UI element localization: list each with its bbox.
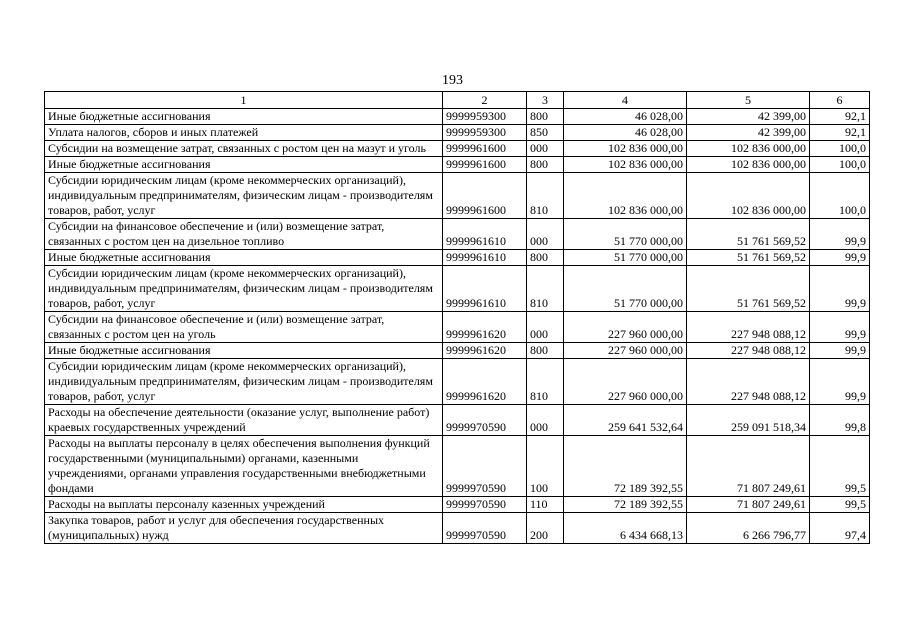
row-actual-cell: 227 948 088,12 — [687, 312, 810, 343]
row-code-cell: 9999961620 — [443, 359, 527, 405]
table-row — [45, 157, 870, 173]
row-name-cell: Субсидии на финансовое обеспечение и (или) возмещение затрат, связанных с ростом цен на уголь — [45, 312, 443, 343]
row-type-cell: 110 — [527, 497, 564, 513]
row-actual-cell: 71 807 249,61 — [687, 436, 810, 497]
column-header-type: 3 — [527, 92, 564, 109]
row-actual-cell: 102 836 000,00 — [687, 141, 810, 157]
row-name-cell: Субсидии на возмещение затрат, связанных с ростом цен на мазут и уголь — [45, 141, 443, 157]
column-header-code: 2 — [443, 92, 527, 109]
row-name-cell: Субсидии юридическим лицам (кроме некоммерческих организаций), индивидуальным предпринимателям, физическим лицам - производителям товаров, работ, услуг — [45, 173, 443, 219]
row-code-cell: 9999961610 — [443, 266, 527, 312]
row-percent-cell: 99,5 — [810, 436, 870, 497]
column-header-actual: 5 — [687, 92, 810, 109]
column-header-name: 1 — [45, 92, 443, 109]
row-percent-cell: 99,9 — [810, 359, 870, 405]
row-code-cell: 9999959300 — [443, 125, 527, 141]
table-row — [45, 359, 870, 405]
row-code-cell: 9999961600 — [443, 141, 527, 157]
table-row — [45, 219, 870, 250]
row-planned-cell: 51 770 000,00 — [564, 266, 687, 312]
row-name-cell: Расходы на выплаты персоналу в целях обеспечения выполнения функций государственными (муниципальными) органами, казенными учреждениями, органами управления государственными внебюджетными фондами — [45, 436, 443, 497]
row-actual-cell: 51 761 569,52 — [687, 219, 810, 250]
row-percent-cell: 99,9 — [810, 266, 870, 312]
table-row — [45, 312, 870, 343]
column-header-percent: 6 — [810, 92, 870, 109]
row-type-cell: 810 — [527, 173, 564, 219]
row-name-cell: Расходы на обеспечение деятельности (оказание услуг, выполнение работ) краевых государственных учреждений — [45, 405, 443, 436]
row-code-cell: 9999961610 — [443, 250, 527, 266]
row-percent-cell: 99,8 — [810, 405, 870, 436]
table-row — [45, 497, 870, 513]
table-row — [45, 436, 870, 497]
row-code-cell: 9999961600 — [443, 157, 527, 173]
row-name-cell: Уплата налогов, сборов и иных платежей — [45, 125, 443, 141]
row-percent-cell: 100,0 — [810, 157, 870, 173]
row-percent-cell: 99,9 — [810, 219, 870, 250]
row-percent-cell: 100,0 — [810, 173, 870, 219]
row-percent-cell: 92,1 — [810, 125, 870, 141]
row-planned-cell: 227 960 000,00 — [564, 343, 687, 359]
row-planned-cell: 51 770 000,00 — [564, 250, 687, 266]
row-planned-cell: 72 189 392,55 — [564, 436, 687, 497]
row-planned-cell: 102 836 000,00 — [564, 173, 687, 219]
row-percent-cell: 97,4 — [810, 513, 870, 544]
row-type-cell: 000 — [527, 141, 564, 157]
row-code-cell: 9999970590 — [443, 513, 527, 544]
row-code-cell: 9999961620 — [443, 312, 527, 343]
row-percent-cell: 99,5 — [810, 497, 870, 513]
row-type-cell: 800 — [527, 157, 564, 173]
row-code-cell: 9999970590 — [443, 405, 527, 436]
row-planned-cell: 227 960 000,00 — [564, 359, 687, 405]
row-percent-cell: 99,9 — [810, 343, 870, 359]
row-name-cell: Иные бюджетные ассигнования — [45, 109, 443, 125]
row-name-cell: Субсидии юридическим лицам (кроме некоммерческих организаций), индивидуальным предпринимателям, физическим лицам - производителям товаров, работ, услуг — [45, 266, 443, 312]
page-number: 193 — [442, 73, 463, 88]
row-planned-cell: 102 836 000,00 — [564, 157, 687, 173]
table-row — [45, 343, 870, 359]
row-actual-cell: 102 836 000,00 — [687, 157, 810, 173]
row-planned-cell: 6 434 668,13 — [564, 513, 687, 544]
row-percent-cell: 92,1 — [810, 109, 870, 125]
table-row — [45, 266, 870, 312]
row-type-cell: 800 — [527, 250, 564, 266]
row-name-cell: Иные бюджетные ассигнования — [45, 250, 443, 266]
row-code-cell: 9999970590 — [443, 497, 527, 513]
row-percent-cell: 100,0 — [810, 141, 870, 157]
table-row — [45, 109, 870, 125]
budget-table — [44, 91, 870, 544]
table-row — [45, 141, 870, 157]
row-name-cell: Расходы на выплаты персоналу казенных учреждений — [45, 497, 443, 513]
header-row — [45, 92, 870, 109]
table-row — [45, 405, 870, 436]
row-type-cell: 810 — [527, 359, 564, 405]
row-type-cell: 100 — [527, 436, 564, 497]
row-name-cell: Субсидии на финансовое обеспечение и (или) возмещение затрат, связанных с ростом цен на дизельное топливо — [45, 219, 443, 250]
table-row — [45, 125, 870, 141]
row-planned-cell: 46 028,00 — [564, 109, 687, 125]
row-code-cell: 9999961600 — [443, 173, 527, 219]
row-type-cell: 800 — [527, 343, 564, 359]
row-type-cell: 200 — [527, 513, 564, 544]
row-actual-cell: 227 948 088,12 — [687, 359, 810, 405]
row-code-cell: 9999961620 — [443, 343, 527, 359]
column-header-planned: 4 — [564, 92, 687, 109]
row-name-cell: Закупка товаров, работ и услуг для обеспечения государственных (муниципальных) нужд — [45, 513, 443, 544]
table-row — [45, 173, 870, 219]
row-planned-cell: 72 189 392,55 — [564, 497, 687, 513]
table-row — [45, 513, 870, 544]
row-actual-cell: 6 266 796,77 — [687, 513, 810, 544]
row-type-cell: 000 — [527, 405, 564, 436]
row-code-cell: 9999959300 — [443, 109, 527, 125]
row-planned-cell: 227 960 000,00 — [564, 312, 687, 343]
row-actual-cell: 227 948 088,12 — [687, 343, 810, 359]
row-name-cell: Субсидии юридическим лицам (кроме некоммерческих организаций), индивидуальным предпринимателям, физическим лицам - производителям товаров, работ, услуг — [45, 359, 443, 405]
row-planned-cell: 259 641 532,64 — [564, 405, 687, 436]
row-actual-cell: 51 761 569,52 — [687, 250, 810, 266]
row-name-cell: Иные бюджетные ассигнования — [45, 343, 443, 359]
row-actual-cell: 259 091 518,34 — [687, 405, 810, 436]
row-percent-cell: 99,9 — [810, 250, 870, 266]
row-planned-cell: 46 028,00 — [564, 125, 687, 141]
row-type-cell: 810 — [527, 266, 564, 312]
row-planned-cell: 51 770 000,00 — [564, 219, 687, 250]
row-actual-cell: 42 399,00 — [687, 109, 810, 125]
row-type-cell: 800 — [527, 109, 564, 125]
row-actual-cell: 71 807 249,61 — [687, 497, 810, 513]
row-type-cell: 850 — [527, 125, 564, 141]
row-actual-cell: 51 761 569,52 — [687, 266, 810, 312]
row-actual-cell: 42 399,00 — [687, 125, 810, 141]
row-type-cell: 000 — [527, 312, 564, 343]
row-code-cell: 9999961610 — [443, 219, 527, 250]
row-percent-cell: 99,9 — [810, 312, 870, 343]
row-name-cell: Иные бюджетные ассигнования — [45, 157, 443, 173]
row-actual-cell: 102 836 000,00 — [687, 173, 810, 219]
table-row — [45, 250, 870, 266]
row-type-cell: 000 — [527, 219, 564, 250]
row-planned-cell: 102 836 000,00 — [564, 141, 687, 157]
row-code-cell: 9999970590 — [443, 436, 527, 497]
